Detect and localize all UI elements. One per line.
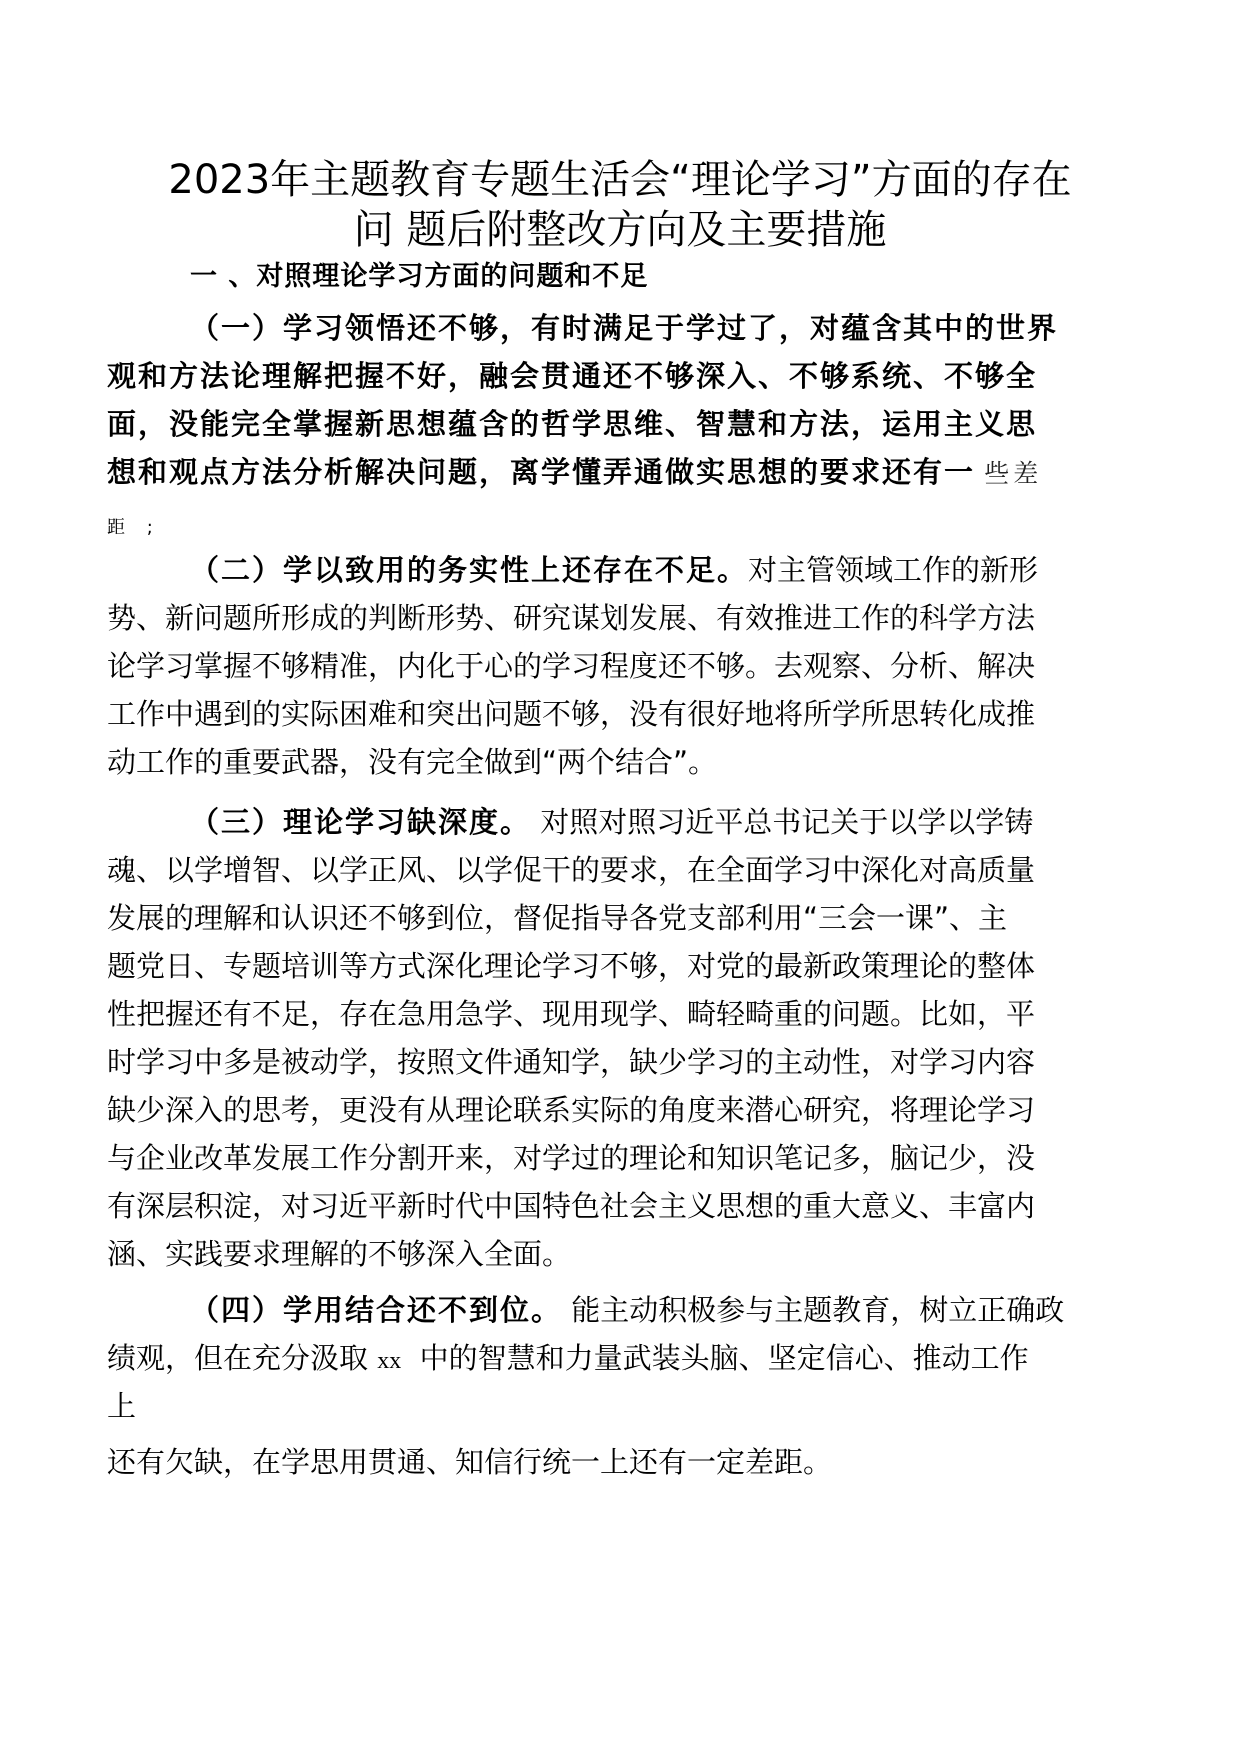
p3-line-7: 缺少深入的思考，更没有从理论联系实际的角度来潜心研究，将理论学习 (107, 1093, 1036, 1127)
p2-line-4: 工作中遇到的实际困难和突出问题不够，没有很好地将所学所思转化成推 (107, 697, 1036, 731)
p4-line-2-c: 中的智慧和力量武装头脑、坚定信心、推动工作 (419, 1341, 1029, 1375)
p2-line-2: 势、新问题所形成的判断形势、研究谋划发展、有效推进工作的科学方法 (107, 601, 1036, 635)
p3-line-4: 题党日、专题培训等方式深化理论学习不够，对党的最新政策理论的整体 (107, 949, 1036, 983)
p3-line-6: 时学习中多是被动学，按照文件通知学，缺少学习的主动性，对学习内容 (107, 1045, 1036, 1079)
p3-line-1-text: 对照对照习近平总书记关于以学以学铸 (540, 805, 1034, 839)
p4-line-2 (107, 1336, 1029, 1383)
p4-line-2-a: 绩观，但在充分汲取 (107, 1341, 369, 1375)
p4-line-3: 上 (107, 1389, 137, 1423)
p2-line-3: 论学习掌握不够精准，内化于心的学习程度还不够。去观察、分析、解决 (107, 649, 1036, 683)
document-title-line-1: 2023年主题教育专题生活会“理论学习”方面的存在 (168, 157, 1072, 203)
p3-heading: （三）理论学习缺深度。 (190, 805, 532, 839)
section-heading: 一 、对照理论学习方面的问题和不足 (190, 261, 649, 292)
p2-heading: （二）学以致用的务实性上还存在不足。 (190, 553, 749, 587)
p1-line-3: 面，没能完全掌握新思想蕴含的哲学思维、智慧和方法，运用主义思 (107, 407, 1038, 441)
p1-line-4 (107, 450, 1042, 496)
p3-line-5: 性把握还有不足，存在急用急学、现用现学、畸轻畸重的问题。比如，平 (107, 997, 1036, 1031)
p2-line-1 (190, 548, 1038, 592)
document-title-line-2: 问 题后附整改方向及主要措施 (353, 207, 887, 253)
p3-line-1 (190, 800, 1033, 844)
p1-line-4-tail: 些差 (984, 459, 1043, 488)
p3-line-2: 魂、以学增智、以学正风、以学促干的要求，在全面学习中深化对高质量 (107, 853, 1036, 887)
p4-line-1-text: 能主动积极参与主题教育，树立正确政 (571, 1293, 1065, 1327)
p2-line-5: 动工作的重要武器，没有完全做到“两个结合”。 (107, 745, 718, 779)
p1-line-1: （一）学习领悟还不够，有时满足于学过了，对蕴含其中的世界 (190, 311, 1059, 345)
p4-line-1 (190, 1288, 1064, 1332)
p4-line-2-xx: xx (377, 1348, 402, 1374)
p3-line-10: 涵、实践要求理解的不够深入全面。 (107, 1237, 572, 1271)
p3-line-3: 发展的理解和认识还不够到位，督促指导各党支部利用“三会一课”、主 (107, 901, 1008, 935)
p1-line-2: 观和方法论理解把握不好，融会贯通还不够深入、不够系统、不够全 (107, 359, 1038, 393)
p3-line-9: 有深层积淀，对习近平新时代中国特色社会主义思想的重大意义、丰富内 (107, 1189, 1036, 1223)
p2-line-1-text: 对主管领域工作的新形 (748, 553, 1039, 587)
p1-line-4-bold: 想和观点方法分析解决问题，离学懂弄通做实思想的要求还有一 (107, 455, 976, 489)
p4-line-4: 还有欠缺，在学思用贯通、知信行统一上还有一定差距。 (107, 1445, 833, 1479)
p3-line-8: 与企业改革发展工作分割开来，对学过的理论和知识笔记多，脑记少，没 (107, 1141, 1036, 1175)
p4-heading: （四）学用结合还不到位。 (190, 1293, 563, 1327)
p1-line-5: 距 ; (107, 517, 161, 538)
